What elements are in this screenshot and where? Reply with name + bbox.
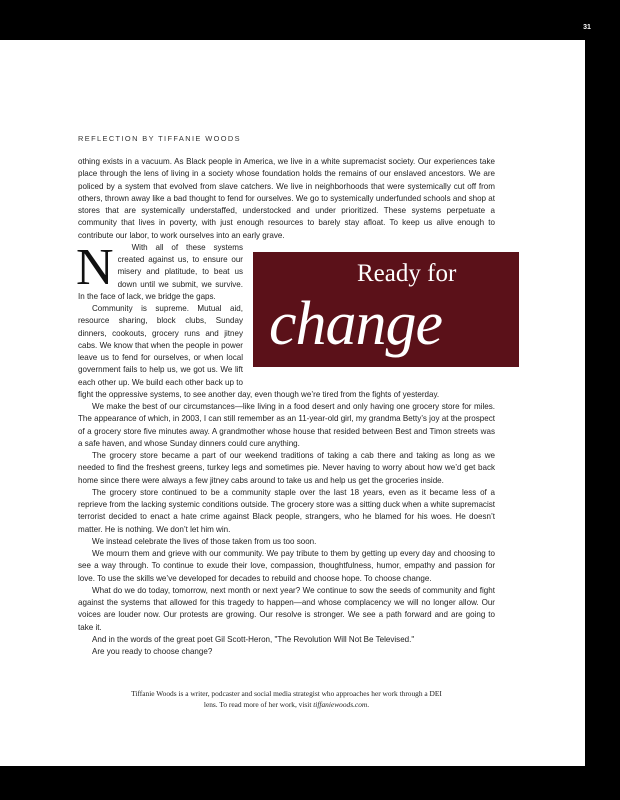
paragraph: With all of these systems created against us, to ensure our misery and platitude, to beat us down until we submit, we survive. In the face of lack, we bridge the gaps. bbox=[78, 242, 243, 301]
page-number: 31 bbox=[583, 24, 591, 31]
ready-for-change-pullout bbox=[253, 252, 519, 367]
paragraph: We instead celebrate the lives of those taken from us too soon. bbox=[92, 536, 317, 546]
article-kicker: REFLECTION BY TIFFANIE WOODS bbox=[78, 134, 241, 143]
top-black-bar bbox=[0, 0, 620, 40]
paragraph: The grocery store continued to be a community staple over the last 18 years, even as it became less of a reprieve from the lacking systemic conditions outside. The grocery store was a sitting duck when a white supremacist terrorist decided to enact a hate crime against Black people, strangers, who he blamed for his woes. He doesn’t matter. He is nothing. We don’t let him win. bbox=[78, 487, 495, 534]
author-website-link[interactable]: tiffaniewoods.com bbox=[313, 700, 368, 710]
paragraph: And in the words of the great poet Gil Scott-Heron, "The Revolution Will Not Be Televised." bbox=[92, 634, 415, 644]
paragraph: We make the best of our circumstances—like living in a food desert and only having one grocery store for miles. The appearance of which, in 2003, I can still remember as an 11-year-old girl, my grandma Betty’s joy at the prospect of a grocery store five minutes away. A grandmother whose house that resided between Best and Timon streets was a safe haven, and whose Sunday dinners could cure anything. bbox=[78, 402, 495, 448]
paragraph: We mourn them and grieve with our community. We pay tribute to them by getting up every day and choosing to see a way through. To continue to exude their love, compassion, thoughtfulness, humor, empathy and passion for love. To use the skills we’ve developed for decades to rebuild and choose hope. To choose change. bbox=[78, 549, 495, 583]
paragraph-text: othing exists in a vacuum. As Black people in America, we live in a white supremacist society. Our experiences take place through the lens of living in a society whose foundation holds the remains of our enslaved ancestors. We are policed by a system that evolved from slave catchers. We live in neighborhoods that were systemically cut off from others, thrown away like a bad thought to fend for ourselves. We go to systemically underfunded schools and shop at stores that are systemically understaffed, understocked and under prioritized. These systems perpetuate a community that lives in poverty, with just enough resources to barely stay afloat. To keep us alive enough to contribute our labor, to work ourselves into an early grave. bbox=[78, 157, 495, 240]
right-black-bar bbox=[585, 0, 620, 800]
paragraph: What do we do today, tomorrow, next month or next year? We continue to sow the seeds of community and fight against the systems that allowed for this tragedy to happen—and whose complacency we will no longer allow. Our voices are louder now. Our protests are growing. Our resolve is stronger. We see a path forward and are going to take it. bbox=[78, 585, 495, 632]
bio-end: . bbox=[367, 700, 370, 710]
bottom-black-bar bbox=[0, 766, 620, 800]
article-body bbox=[78, 156, 495, 658]
content-column bbox=[78, 156, 495, 710]
bio-text: Tiffanie Woods is a writer, podcaster and social media strategist who approaches her work through a DEI lens. To read more of her work, visit bbox=[131, 689, 442, 710]
author-bio bbox=[127, 688, 447, 710]
drop-cap: N bbox=[76, 239, 114, 296]
pullout-line-1: Ready for bbox=[357, 260, 457, 287]
paragraph: Are you ready to choose change? bbox=[92, 647, 213, 656]
pullout-line-2: change bbox=[269, 290, 443, 358]
paragraph: Community is supreme. Mutual aid, resource sharing, block clubs, Sunday dinners, cookouts, grocery runs and jitney cabs. We know that when the people in power leave us to fend for ourselves, or when local government fails to help us, we got us. We lift each other up. We build each other back up to fight the oppressive systems, to see another day, even though we’re tired from the fights of yesterday. bbox=[78, 304, 440, 399]
paragraph: The grocery store became a part of our weekend traditions of taking a cab there and taking as long as we needed to find the freshest greens, turkey legs and sometimes pie. Never having to worry about how we’d get back home since there were always a few jitney cabs around to take us and help us get the groceries inside. bbox=[78, 451, 495, 485]
